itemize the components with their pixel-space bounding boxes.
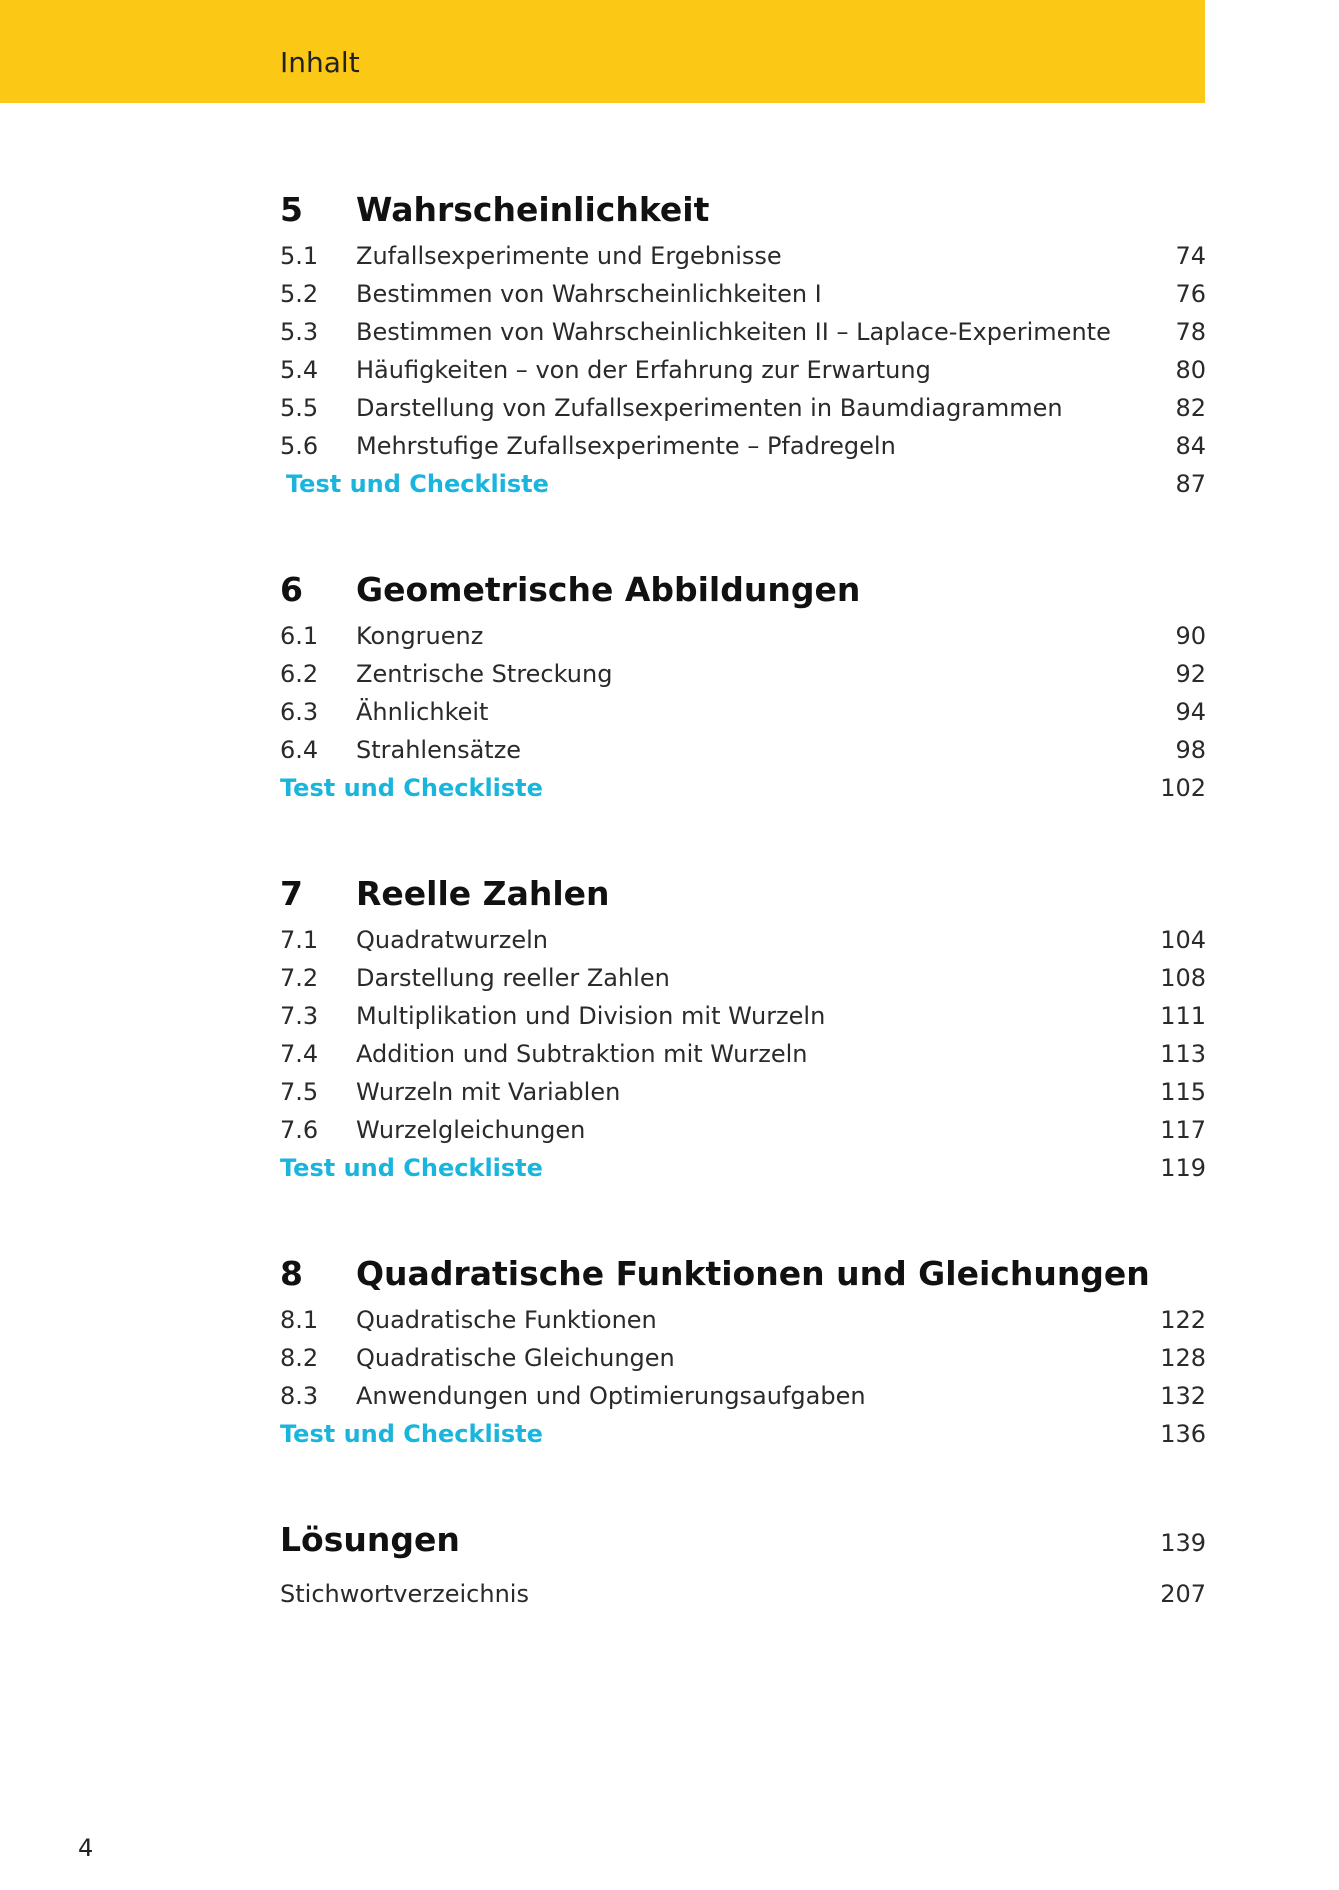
entry-number: 7.4 (280, 1040, 319, 1068)
entry-title: Strahlensätze (356, 736, 522, 764)
test-checklist-entry[interactable] (280, 1420, 1206, 1458)
entry-title: Mehrstufige Zufallsexperimente – Pfadregeln (356, 432, 896, 460)
entry-page: 76 (1175, 280, 1206, 308)
toc-entry[interactable] (280, 356, 1206, 394)
entry-title: Wurzelgleichungen (356, 1116, 586, 1144)
entry-title: Wurzeln mit Variablen (356, 1078, 621, 1106)
entry-page: 128 (1160, 1344, 1206, 1372)
entry-title: Bestimmen von Wahrscheinlichkeiten II – Laplace-Experimente (356, 318, 1111, 346)
toc-entry[interactable] (280, 1382, 1206, 1420)
entry-title: Quadratische Funktionen (356, 1306, 657, 1334)
chapter-heading (280, 570, 1206, 622)
test-checklist-entry[interactable] (280, 470, 1206, 508)
entry-number: 8.1 (280, 1306, 319, 1334)
entry-number: 5.3 (280, 318, 319, 346)
entry-number: 7.1 (280, 926, 319, 954)
toc-entry[interactable] (280, 1344, 1206, 1382)
entry-title: Ähnlichkeit (356, 698, 489, 726)
entry-number: 7.5 (280, 1078, 319, 1106)
chapter-7 (280, 874, 1206, 1192)
test-checklist-link[interactable]: Test und Checkliste (286, 470, 549, 498)
entry-title: Darstellung reeller Zahlen (356, 964, 670, 992)
entry-page: 90 (1175, 622, 1206, 650)
toc-entry[interactable] (280, 318, 1206, 356)
chapter-number: 8 (280, 1254, 303, 1293)
entry-page: 92 (1175, 660, 1206, 688)
entry-title: Quadratische Gleichungen (356, 1344, 675, 1372)
solutions-page: 139 (1160, 1529, 1206, 1557)
entry-number: 5.4 (280, 356, 319, 384)
page-number: 4 (78, 1834, 94, 1862)
chapter-title: Quadratische Funktionen und Gleichungen (356, 1254, 1150, 1293)
test-checklist-link[interactable]: Test und Checkliste (280, 774, 543, 802)
entry-title: Darstellung von Zufallsexperimenten in Baumdiagrammen (356, 394, 1063, 422)
entry-title: Anwendungen und Optimierungsaufgaben (356, 1382, 866, 1410)
toc-entry[interactable] (280, 394, 1206, 432)
chapter-6 (280, 570, 1206, 812)
entry-title: Zufallsexperimente und Ergebnisse (356, 242, 782, 270)
entry-page: 111 (1160, 1002, 1206, 1030)
entry-number: 5.6 (280, 432, 319, 460)
entry-title: Bestimmen von Wahrscheinlichkeiten I (356, 280, 822, 308)
entry-number: 8.2 (280, 1344, 319, 1372)
entry-page: 82 (1175, 394, 1206, 422)
chapter-heading (280, 874, 1206, 926)
toc-entry[interactable] (280, 1040, 1206, 1078)
toc-entry[interactable] (280, 926, 1206, 964)
toc-entry[interactable] (280, 432, 1206, 470)
entry-title: Kongruenz (356, 622, 484, 650)
chapter-title: Reelle Zahlen (356, 874, 610, 913)
entry-page: 122 (1160, 1306, 1206, 1334)
entry-page: 84 (1175, 432, 1206, 460)
toc-entry[interactable] (280, 280, 1206, 318)
entry-number: 7.3 (280, 1002, 319, 1030)
toc-entry[interactable] (280, 242, 1206, 280)
solutions-entry[interactable] (280, 1520, 1206, 1576)
chapter-heading (280, 1254, 1206, 1306)
test-checklist-link[interactable]: Test und Checkliste (280, 1420, 543, 1448)
toc-entry[interactable] (280, 622, 1206, 660)
entry-title: Addition und Subtraktion mit Wurzeln (356, 1040, 808, 1068)
entry-number: 5.2 (280, 280, 319, 308)
entry-title: Quadratwurzeln (356, 926, 548, 954)
page-title: Inhalt (280, 46, 360, 79)
chapter-title: Wahrscheinlichkeit (356, 190, 710, 229)
entry-page: 87 (1175, 470, 1206, 498)
entry-title: Multiplikation und Division mit Wurzeln (356, 1002, 826, 1030)
chapter-5 (280, 190, 1206, 508)
entry-page: 115 (1160, 1078, 1206, 1106)
entry-page: 117 (1160, 1116, 1206, 1144)
toc-entry[interactable] (280, 1002, 1206, 1040)
entry-title: Zentrische Streckung (356, 660, 613, 688)
toc-entry[interactable] (280, 1078, 1206, 1116)
chapter-title: Geometrische Abbildungen (356, 570, 861, 609)
entry-page: 104 (1160, 926, 1206, 954)
entry-page: 108 (1160, 964, 1206, 992)
test-checklist-entry[interactable] (280, 774, 1206, 812)
chapter-number: 6 (280, 570, 303, 609)
solutions-title: Lösungen (280, 1520, 460, 1559)
chapter-number: 7 (280, 874, 303, 913)
entry-page: 98 (1175, 736, 1206, 764)
entry-page: 136 (1160, 1420, 1206, 1448)
test-checklist-entry[interactable] (280, 1154, 1206, 1192)
toc-entry[interactable] (280, 736, 1206, 774)
entry-number: 6.2 (280, 660, 319, 688)
chapter-number: 5 (280, 190, 303, 229)
index-entry[interactable] (280, 1580, 1206, 1620)
entry-number: 6.4 (280, 736, 319, 764)
entry-page: 113 (1160, 1040, 1206, 1068)
entry-page: 78 (1175, 318, 1206, 346)
toc-entry[interactable] (280, 1306, 1206, 1344)
entry-number: 7.6 (280, 1116, 319, 1144)
index-page: 207 (1160, 1580, 1206, 1608)
test-checklist-link[interactable]: Test und Checkliste (280, 1154, 543, 1182)
entry-page: 94 (1175, 698, 1206, 726)
entry-number: 6.3 (280, 698, 319, 726)
header-bar (0, 0, 1205, 103)
entry-number: 6.1 (280, 622, 319, 650)
entry-page: 74 (1175, 242, 1206, 270)
chapter-heading (280, 190, 1206, 242)
toc-entry[interactable] (280, 660, 1206, 698)
entry-number: 7.2 (280, 964, 319, 992)
toc-entry[interactable] (280, 698, 1206, 736)
index-title: Stichwortverzeichnis (280, 1580, 529, 1608)
entry-number: 5.5 (280, 394, 319, 422)
toc-entry[interactable] (280, 1116, 1206, 1154)
entry-page: 102 (1160, 774, 1206, 802)
entry-number: 8.3 (280, 1382, 319, 1410)
entry-page: 80 (1175, 356, 1206, 384)
table-of-contents (280, 190, 1206, 1620)
entry-number: 5.1 (280, 242, 319, 270)
entry-title: Häufigkeiten – von der Erfahrung zur Erwartung (356, 356, 931, 384)
chapter-8 (280, 1254, 1206, 1458)
toc-entry[interactable] (280, 964, 1206, 1002)
entry-page: 119 (1160, 1154, 1206, 1182)
entry-page: 132 (1160, 1382, 1206, 1410)
